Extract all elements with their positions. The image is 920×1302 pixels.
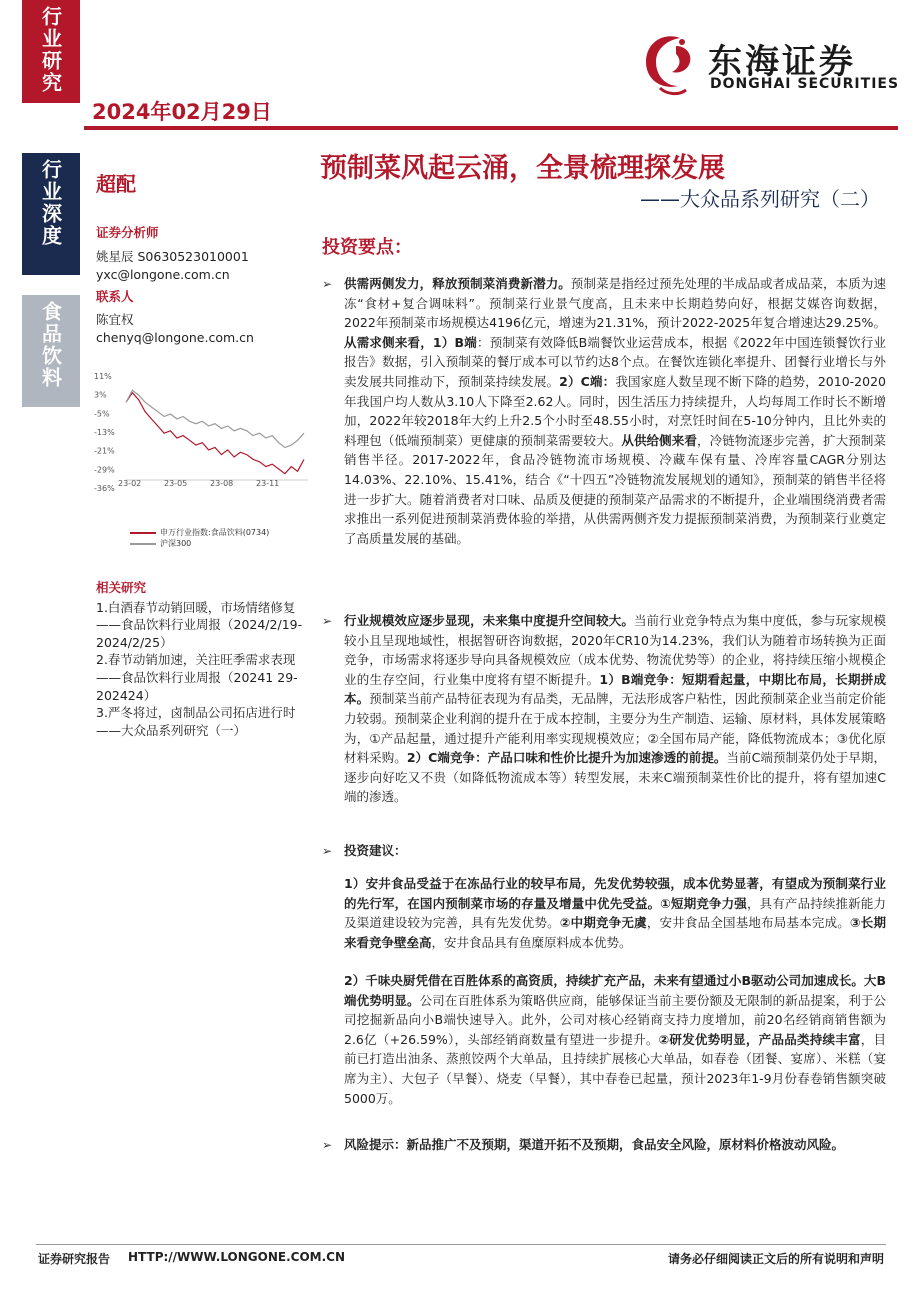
dragon-logo-icon	[636, 28, 698, 100]
report-title: 预制菜风起云涌，全景梳理探发展	[320, 153, 725, 184]
bullet-arrow-icon: ➢	[322, 844, 333, 858]
x-tick-label: 23-05	[164, 479, 188, 488]
bold-text-run: 1）安井食品受益于在冻品行业的较早布局，先发优势较强，成本优势显著，有望成为预制菜行业的先行军，在国内预制菜市场的存量及增量中优先受益。①短期竞争力强	[344, 876, 886, 911]
text-run: ：预制菜有效降低B端餐饮业运营成本，根据《2022年中国连锁餐饮行业报告》数据，引入预制菜的餐厅成本可以节约达8个点。在餐饮连锁化率提升、团餐行业增长与外卖发展共同推动下，预制菜持续发展。	[344, 334, 887, 389]
related-head: 相关研究	[96, 580, 147, 595]
bold-text-run: ②中期竞争无虞	[559, 915, 647, 931]
y-tick-label: -36%	[94, 484, 115, 493]
legend-swatch-gray	[130, 543, 156, 545]
text-run: ，具有产品持续推新能力及渠道建设较为完善，具有先发优势。	[344, 895, 886, 931]
legend-swatch-red	[130, 532, 156, 534]
footer-rule	[36, 1244, 886, 1245]
text-run: ，安井食品具有鱼糜原料成本优势。	[431, 934, 632, 950]
text-run: 当前C端预制菜仍处于早期，逐步向好吃又不贵（如降低物流成本等）转型发展，未来C端预制菜性价比的提升，将有望加速C端的渗透。	[344, 750, 887, 805]
contact-email[interactable]: chenyq@longone.com.cn	[96, 330, 254, 345]
rating-label: 超配	[96, 172, 136, 196]
x-tick-label: 23-02	[118, 479, 142, 488]
text-run: 当前行业竞争特点为集中度低，参与玩家规模较小且呈现地域性，根据智研咨询数据，2020年CR10为14.23%，我们认为随着市场转换为正面竞争，市场需求将逐步导向具备规模效应（成本优势、物流优势等）的企业，将持续压缩小规模企业的生存空间，行业集中度将有望不断提升。	[344, 613, 886, 687]
footer-url-link[interactable]: HTTP://WWW.LONGONE.COM.CN	[128, 1250, 346, 1264]
key-points-heading: 投资要点：	[322, 237, 412, 258]
analyst-email[interactable]: yxc@longone.com.cn	[96, 267, 230, 282]
paragraph-scale-effect	[344, 611, 886, 807]
brand-name-cn: 东海证券	[708, 42, 856, 82]
x-tick-label: 23-08	[210, 479, 234, 488]
contact-name: 陈宜权	[96, 312, 134, 327]
side-tab-food-beverage: 食品饮料	[22, 295, 80, 407]
footer-disclaimer: 请务必仔细阅读正文后的所有说明和声明	[667, 1252, 884, 1266]
y-tick-label: -5%	[94, 409, 110, 419]
investment-advice-heading: 投资建议：	[344, 843, 407, 858]
contact-label: 联系人	[96, 289, 134, 304]
related-item[interactable]: 2.春节动销加速，关注旺季需求表现——食品饮料行业周报（20241 29-202424）	[96, 652, 298, 703]
paragraph-supply-demand	[344, 274, 886, 548]
bold-text-run: 行业规模效应逐步显现，未来集中度提升空间较大。	[344, 613, 634, 628]
legend-item-hs300	[130, 538, 269, 549]
paragraph-anjing	[344, 874, 886, 952]
text-run: ，冷链物流逐步完善，扩大预制菜销售半径。2017-2022年，食品冷链物流市场规模、冷藏车保有量、冷库容量CAGR分别达14.03%、22.10%、15.41%，结合《“十四五”冷链物流发展规划的通知》，预制菜的销售半径将进一步扩大。随着消费者对口味、品质及便捷的预制菜产品需求的不断提升，企业端围绕消费者需求推出一系列促进预制菜消费体验的举措，从供需两侧齐发力提振预制菜消费，为预制菜行业奠定了高质量发展的基础。	[344, 432, 886, 546]
side-tab-industry-research: 行业研究	[22, 0, 80, 103]
text-run: 预制菜是指经过预先处理的半成品或者成品菜，本质为速冻“食材+复合调味料”。预制菜行业景气度高，且未来中长期趋势向好，根据艾媒咨询数据，2022年预制菜市场规模达4196亿元，增速为21.31%，预计2022-2025年复合增速达29.25%。	[344, 276, 886, 331]
footer-report-label: 证券研究报告	[38, 1252, 111, 1266]
text-run: ，安井食品全国基地布局基本完成。	[646, 915, 850, 931]
analyst-label: 证券分析师	[96, 225, 159, 240]
bold-text-run: 从需求侧来看，1）B端	[344, 334, 477, 350]
text-run: 我国家庭人数呈现不断下降的趋势，2010-2020年我国户均人数从3.10人下降至2.62人。同时，因生活压力持续提升，人均每周工作时长不断增加，2022年较2018年大约上升2.5个小时至48.55小时，对烹饪时间在5-10分钟内，且比外卖的料理包（低端预制菜）更健康的预制菜需要较大。	[344, 373, 886, 448]
y-tick-label: -21%	[94, 446, 115, 456]
bold-text-run: 2）C端竞争：产品口味和性价比提升为加速渗透的前提。	[406, 750, 727, 766]
bold-text-run: 供需两侧发力，释放预制菜消费新潜力。	[344, 276, 571, 291]
y-tick-label: 3%	[94, 390, 107, 400]
text-run: 公司在百胜体系为策略供应商，能够保证当前主要份额及无限制的新品提案，利于公司挖掘新品向小B端快速导入。此外，公司对核心经销商支持力度增加，前20名经销商销售额为2.6亿（+26.59%），头部经销商数量有望进一步提升。	[344, 992, 886, 1047]
paragraph-risk	[344, 1135, 886, 1155]
legend-label: 沪深300	[160, 539, 192, 548]
paragraph-qianwei	[344, 971, 886, 1108]
y-tick-label: -29%	[94, 465, 115, 475]
bold-text-run: 风险提示：新品推广不及预期，渠道开拓不及预期，食品安全风险，原材料价格波动风险。	[344, 1137, 845, 1152]
analyst-name: 姚星辰 S0630523010001	[96, 249, 249, 264]
text-run: 预制菜当前产品特征表现为有品类，无品牌，无法形成客户粘性，因此预制菜企业当前定价能力较弱。预制菜企业利润的提升在于成本控制，主要分为生产制造、运输、原材料，具体发展策略为，①产品起量，通过提升产能利用率实现规模效应；②全国布局产能，降低物流成本；③优化原材料采购。	[344, 691, 886, 766]
side-tab-industry-depth: 行业深度	[22, 153, 80, 275]
x-tick-label: 23-11	[256, 479, 280, 488]
bullet-arrow-icon: ➢	[322, 614, 333, 628]
report-subtitle: ——大众品系列研究（二）	[640, 187, 880, 211]
legend-label: 申万行业指数:食品饮料(0734)	[160, 528, 270, 537]
y-tick-label: -13%	[94, 428, 115, 437]
bold-text-run: 2）C端：	[559, 373, 616, 389]
bold-text-run: ②研发优势明显，产品品类持续丰富	[658, 1031, 861, 1047]
y-axis-ticks	[94, 372, 115, 493]
bullet-arrow-icon: ➢	[322, 1138, 333, 1152]
index-performance-chart	[92, 366, 314, 500]
chart-legend	[130, 527, 269, 549]
bold-text-run: 1）B端竞争：短期看起量，中期比布局，长期拼成本。	[344, 671, 886, 707]
related-research	[96, 579, 318, 739]
bold-text-run: ③长期来看竞争壁垒高	[344, 915, 886, 950]
series-line-1	[126, 390, 304, 447]
report-date: 2024年02月29日	[92, 100, 272, 124]
legend-item-food-index	[130, 527, 269, 538]
related-item[interactable]: 3.严冬将过，卤制品公司拓店进行时——大众品系列研究（一）	[96, 705, 296, 738]
header-rule	[84, 126, 898, 130]
series-line-0	[126, 393, 304, 474]
brand-name-en: DONGHAI SECURITIES	[710, 76, 900, 92]
bullet-arrow-icon: ➢	[322, 277, 333, 291]
bold-text-run: 2）千味央厨凭借在百胜体系的高资质，持续扩充产品，未来有望通过小B驱动公司加速成长。大B端优势明显。	[344, 973, 886, 1008]
bold-text-run: 从供给侧来看	[621, 432, 697, 448]
x-axis-ticks	[118, 479, 279, 488]
related-item[interactable]: 1.白酒春节动销回暖，市场情绪修复——食品饮料行业周报（2024/2/19-2024/2/25）	[96, 599, 303, 650]
series-lines	[126, 390, 304, 473]
y-tick-label: 11%	[94, 372, 112, 381]
text-run: ，目前已打造出油条、蒸煎饺两个大单品，且持续扩展核心大单品，如春卷（团餐、宴席）、米糕（宴席为主）、大包子（早餐）、烧麦（早餐），其中春卷已起量，预计2023年1-9月份春卷销售额突破5000万。	[344, 1031, 886, 1106]
